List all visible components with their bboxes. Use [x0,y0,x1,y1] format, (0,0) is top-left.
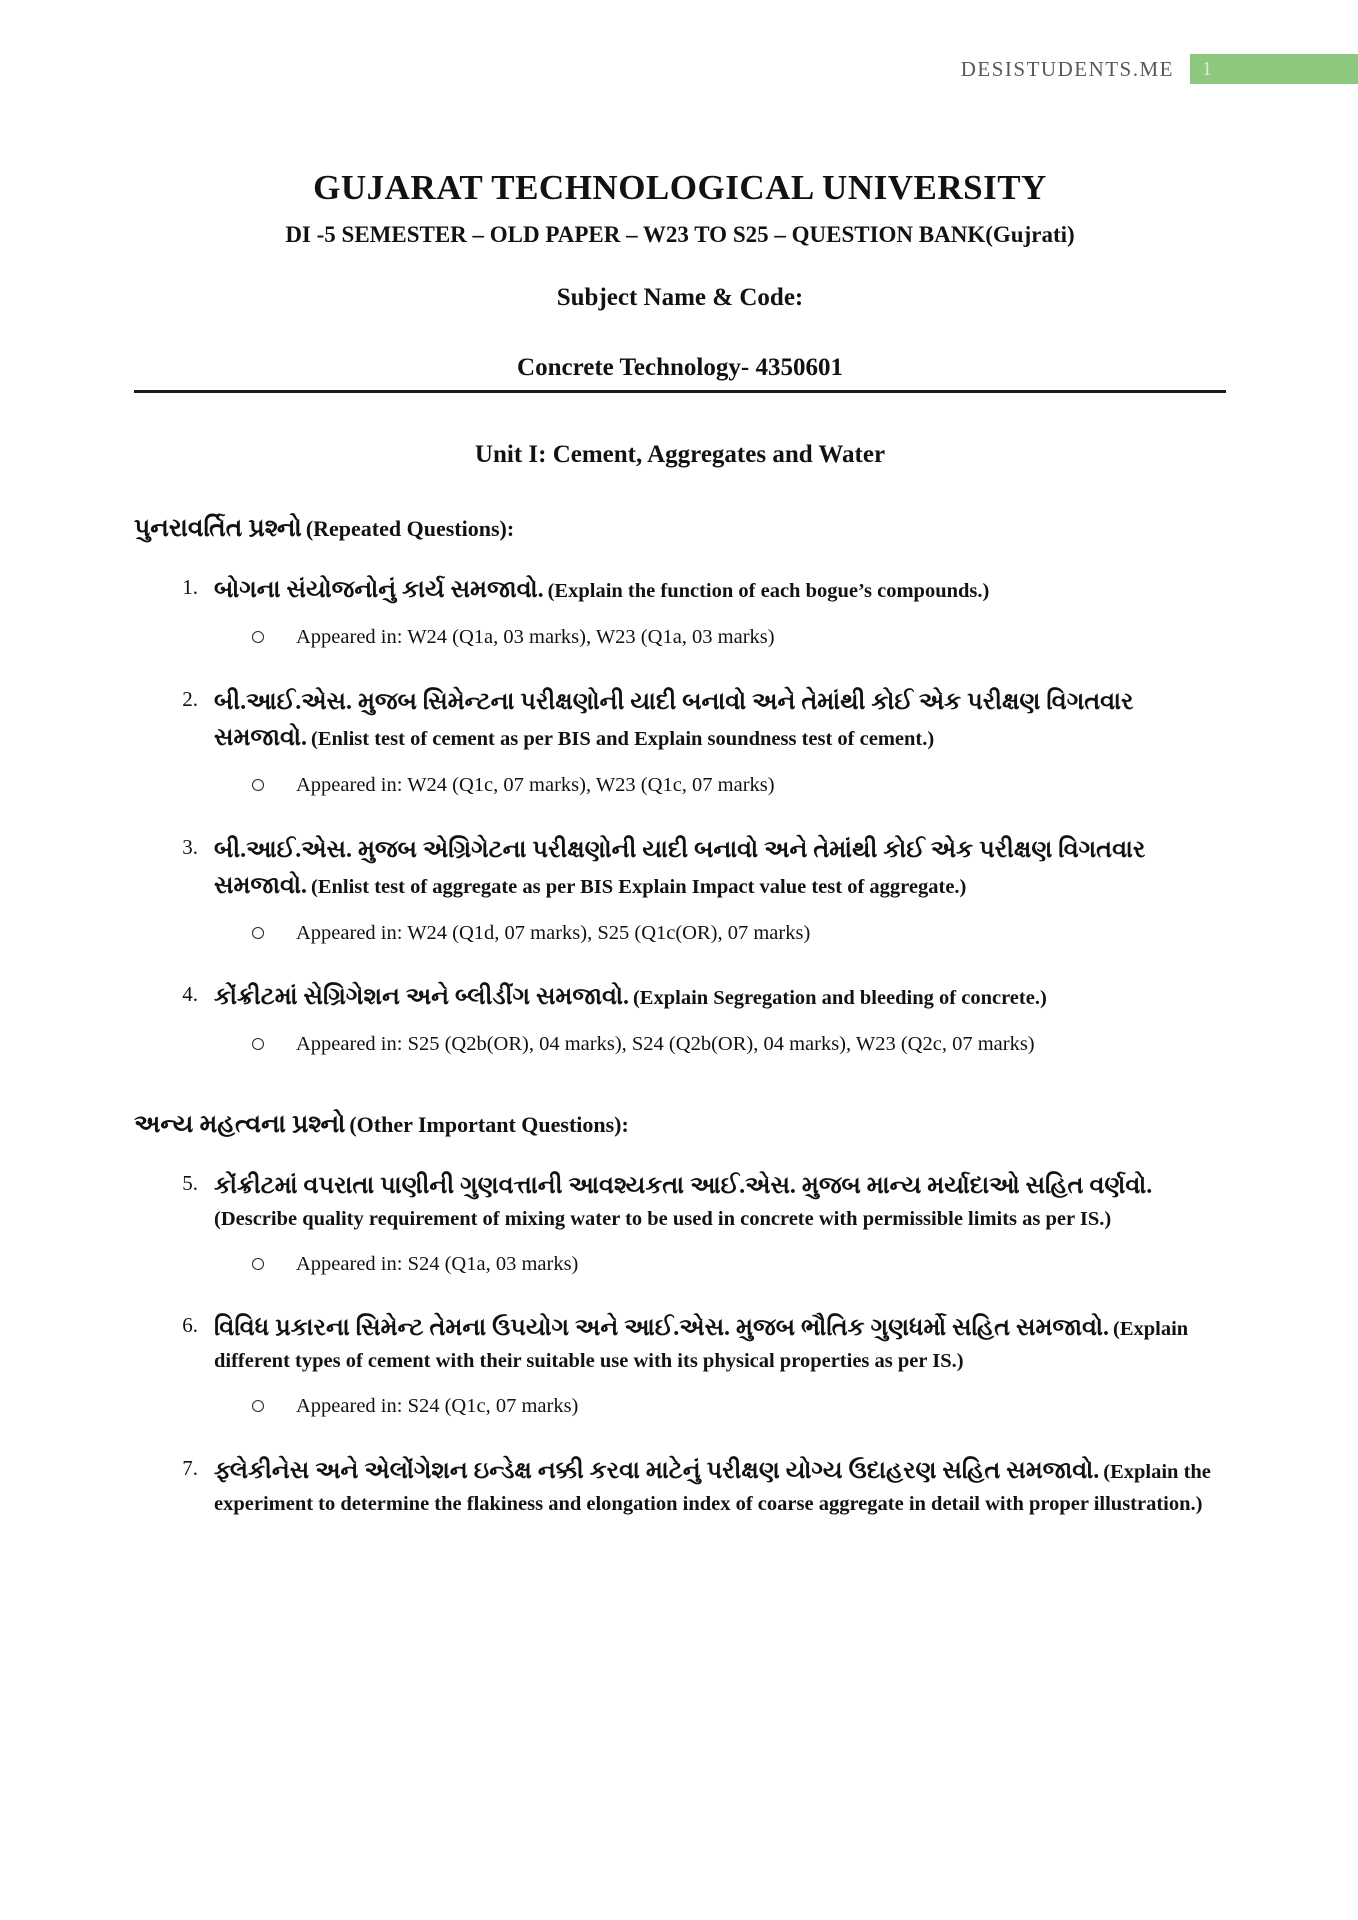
section-heading-other-important [134,1107,1226,1142]
question-item [134,1310,1226,1426]
question-item [134,979,1226,1065]
question-text-gujarati: ફ્લેકીનેસ અને એલોંગેશન ઇન્ડેક્ષ નક્કી કરવા માટેનું પરીક્ષણ યોગ્ય ઉદાહરણ સહિત સમજાવો. [214,1457,1100,1484]
section-heading-english: (Other Important Questions): [349,1111,629,1137]
appeared-in-text: Appeared in: S24 (Q1c, 07 marks) [296,1395,579,1418]
section-heading-gujarati: પુનરાવર્તિત પ્રશ્નો [134,515,302,543]
o-bullet-icon [252,1258,264,1270]
section-heading-english: (Repeated Questions): [305,516,515,542]
page-title: GUJARAT TECHNOLOGICAL UNIVERSITY [313,168,1047,207]
question-number: 6. [182,1313,198,1338]
section-heading-gujarati: અન્ય મહત્વના પ્રશ્નો [134,1110,346,1138]
appeared-in-row [252,1031,1226,1059]
subject-label: Subject Name & Code: [556,284,804,312]
o-bullet-icon [252,779,264,791]
question-text-gujarati: બી.આઈ.એસ. મુજબ એગ્રિગેટના પરીક્ષણોની યાદી બનાવો અને તેમાંથી કોઈ એક પરીક્ષણ વિગતવાર સમજાવો. [214,836,1146,899]
appeared-in-text: Appeared in: W24 (Q1a, 03 marks), W23 (Q1a, 03 marks) [296,626,775,649]
appeared-in-row [252,772,1226,800]
question-item [134,1168,1226,1284]
question-text-gujarati: બી.આઈ.એસ. મુજબ સિમેન્ટના પરીક્ષણોની યાદી બનાવો અને તેમાંથી કોઈ એક પરીક્ષણ વિગતવાર સમજાવો. [214,688,1134,751]
site-name: DESISTUDENTS.ME [960,56,1174,81]
appeared-in-text: Appeared in: W24 (Q1c, 07 marks), W23 (Q1c, 07 marks) [296,773,775,796]
question-number: 1. [182,575,198,600]
o-bullet-icon [252,1400,264,1412]
appeared-in-text: Appeared in: S24 (Q1a, 03 marks) [296,1252,579,1275]
document-page [134,0,1226,1520]
page-header [961,54,1358,84]
question-text-english: (Enlist test of cement as per BIS and Explain soundness test of cement.) [311,727,935,750]
section-heading-repeated [134,511,1226,546]
unit-title: Unit I: Cement, Aggregates and Water [474,441,886,469]
appeared-in-text: Appeared in: S25 (Q2b(OR), 04 marks), S24 (Q2b(OR), 04 marks), W23 (Q2c, 07 marks) [296,1033,1035,1056]
page-number: 1 [1202,57,1212,80]
o-bullet-icon [252,1038,264,1050]
question-item [134,832,1226,954]
appeared-in-text: Appeared in: W24 (Q1d, 07 marks), S25 (Q1c(OR), 07 marks) [296,921,811,944]
appeared-in-row [252,1393,1226,1421]
appeared-in-row [252,920,1226,948]
question-text-english: (Explain Segregation and bleeding of concrete.) [632,987,1047,1010]
question-number: 2. [182,686,198,711]
question-item [134,1453,1226,1520]
question-text-gujarati: કોંક્રીટમાં વપરાતા પાણીની ગુણવત્તાની આવશ્યકતા આઈ.એસ. મુજબ માન્ય મર્યાદાઓ સહિત વર્ણવો. [214,1172,1153,1199]
question-text-gujarati: કોંક્રીટમાં સેગ્રિગેશન અને બ્લીડીંગ સમજાવો. [214,984,629,1011]
question-text-english: (Enlist test of aggregate as per BIS Explain Impact value test of aggregate.) [311,875,967,898]
subject-name: Concrete Technology- 4350601 [517,354,843,382]
question-text-english: (Explain the function of each bogue’s compounds.) [547,580,990,603]
title-divider [134,390,1226,393]
question-number: 3. [182,834,198,859]
o-bullet-icon [252,927,264,939]
question-item [134,684,1226,806]
question-number: 5. [182,1170,198,1195]
question-text-gujarati: વિવિધ પ્રકારના સિમેન્ટ તેમના ઉપયોગ અને આઈ.એસ. મુજબ ભૌતિક ગુણધર્મો સહિત સમજાવો. [214,1315,1110,1342]
appeared-in-row [252,1251,1226,1279]
question-text-english: (Explain different types of cement with their suitable use with its physical properties as per IS.) [214,1318,1189,1373]
question-number: 7. [182,1455,198,1480]
question-number: 4. [182,982,198,1007]
paper-series-line: DI -5 SEMESTER – OLD PAPER – W23 TO S25 – QUESTION BANK(Gujrati) [285,222,1075,248]
o-bullet-icon [252,631,264,643]
question-item [134,572,1226,658]
question-text-english: (Describe quality requirement of mixing water to be used in concrete with permissible limits as per IS.) [214,1207,1112,1230]
question-text-gujarati: બોગના સંયોજનોનું કાર્ય સમજાવો. [214,577,544,604]
question-text-english: (Explain the experiment to determine the flakiness and elongation index of coarse aggregate in detail with proper illustration.) [214,1460,1211,1515]
appeared-in-row [252,624,1226,652]
page-number-badge [1190,54,1358,84]
